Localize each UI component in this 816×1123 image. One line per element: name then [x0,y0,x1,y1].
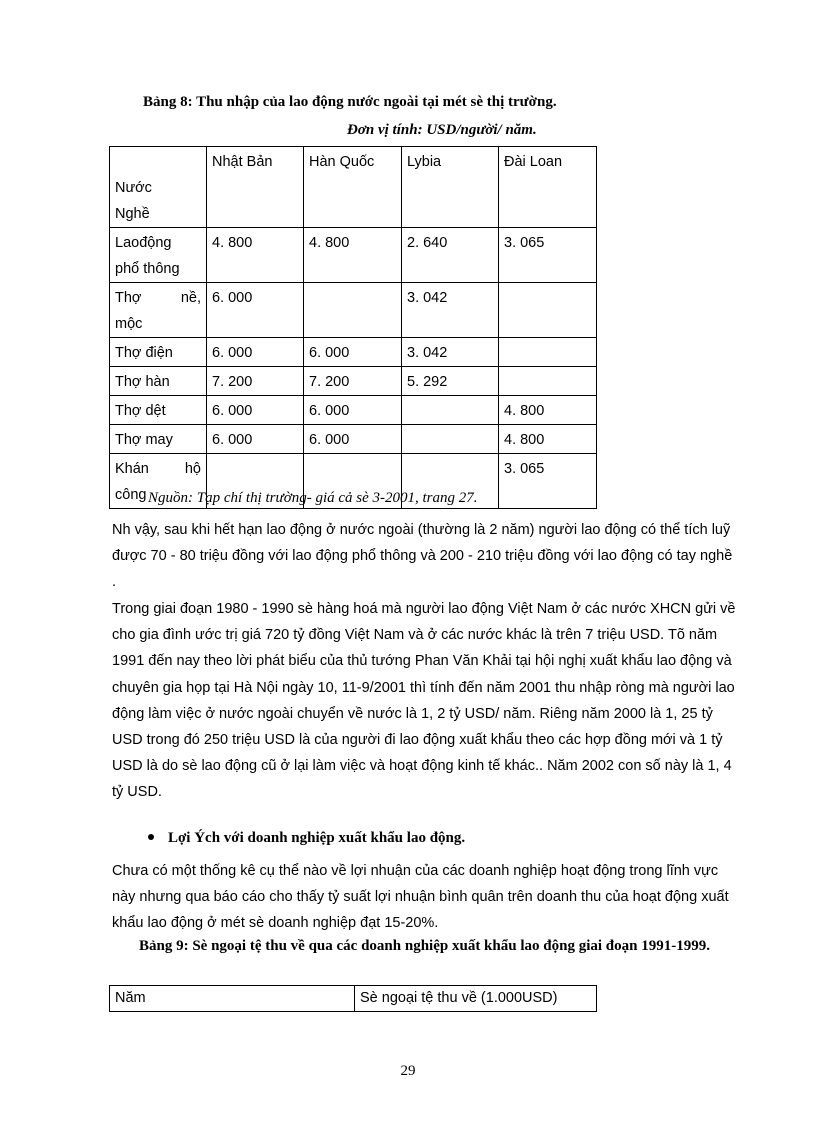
column-header-amount: Sè ngoại tệ thu về (1.000USD) [355,986,597,1012]
value-cell: 4. 800 [304,228,402,283]
value-cell: 6. 000 [304,338,402,367]
value-cell: 6. 000 [207,396,304,425]
occupation-line: Laođộng [115,235,172,251]
value-cell [499,283,597,338]
value-cell: 6. 000 [207,425,304,454]
value-cell: 6. 000 [304,425,402,454]
occupation-line: phổ thông [115,261,180,277]
table-header-row [110,147,597,228]
occupation-word: nề, [180,290,201,306]
value-cell: 3. 042 [402,338,499,367]
table8-unit: Đơn vị tính: USD/người/ năm. [347,122,537,138]
paragraph-text: Trong giai đoạn 1980 - 1990 sè hàng hoá mà người lao động Việt Nam ở các nước XHCN gửi về cho gia đình ước trị giá 720 tỷ đồng Việt Nam và ở các nước khác là trên 7 triệu USD. Tõ năm 1991 đến nay theo lời phát biểu của thủ tướng Phan Văn Khải tại hội nghị xuất khẩu lao động và chuyên gia họp tại Hà Nội ngày 10, 11-9/2001 thì tính đến năm 2001 thu nhập ròng mà người lao động làm việc ở nước ngoài chuyển về nước là 1, 2 tỷ USD/ năm. Riêng năm 2000 là 1, 25 tỷ USD trong đó 250 triệu USD là của người đi lao động xuất khẩu theo các hợp đồng mới và 1 tỷ USD là do sè lao động cũ ở lại làm việc và hoạt động kinh tế khác.. Năm 2002 con số này là 1, 4 tỷ USD. [112,601,736,801]
paragraph-savings [112,517,738,596]
occupation-line: công [115,487,147,503]
value-cell: 3. 065 [499,454,597,509]
value-cell [499,338,597,367]
occupation-word: Thợ [115,290,142,306]
occupation-line: mộc [115,316,143,332]
column-header: Hàn Quốc [304,147,402,228]
column-header: Lybia [402,147,499,228]
value-cell: 6. 000 [304,396,402,425]
value-cell [499,367,597,396]
value-cell: 2. 640 [402,228,499,283]
occupation-word: Khán [115,461,149,477]
table-row [110,228,597,283]
value-cell: 7. 200 [304,367,402,396]
income-table [109,146,597,509]
paragraph-profit [112,858,738,937]
bullet-heading-text: Lợi Ých với doanh nghiệp xuất khẩu lao động. [168,830,466,846]
value-cell [304,283,402,338]
corner-cell [110,147,207,228]
corner-occupation-label: Nghề [115,206,150,222]
occupation-cell: Thợ điện [110,338,207,367]
table8-title: Bảng 8: Thu nhập của lao động nước ngoài tại mét sè thị trường. [143,94,557,110]
value-cell [402,396,499,425]
value-cell: 3. 065 [499,228,597,283]
table-row [110,367,597,396]
value-cell: 3. 042 [402,283,499,338]
value-cell: 4. 800 [207,228,304,283]
table-row [110,396,597,425]
bullet-heading [148,830,465,847]
value-cell [402,425,499,454]
table-row [110,283,597,338]
column-header: Đài Loan [499,147,597,228]
foreign-currency-table [109,985,597,1012]
value-cell: 4. 800 [499,396,597,425]
table-header-row [110,986,597,1012]
table8-source: Nguồn: Tạp chí thị trường- giá cả sè 3-2001, trang 27. [148,490,478,506]
paragraph-text: Chưa có một thống kê cụ thể nào về lợi nhuận của các doanh nghiệp hoạt động trong lĩnh vực này nhưng qua báo cáo cho thấy tỷ suất lợi nhuận bình quân trên doanh thu của hoạt động xuất khẩu lao động ở mét sè doanh nghiệp đạt 15-20%. [112,863,729,932]
page-number: 29 [400,1063,416,1079]
paragraph-remittance [112,596,738,806]
bullet-icon [148,834,154,840]
occupation-cell: Thợ dệt [110,396,207,425]
value-cell: 6. 000 [207,283,304,338]
occupation-cell [110,228,207,283]
value-cell: 4. 800 [499,425,597,454]
paragraph-text: Nh vậy, sau khi hết hạn lao động ở nước ngoài (thường là 2 năm) người lao động có thể tích luỹ được 70 - 80 triệu đồng với lao động phổ thông và 200 - 210 triệu đồng với lao động có tay nghề . [112,522,733,591]
corner-country-label: Nước [115,180,152,196]
occupation-cell: Thợ may [110,425,207,454]
table-row [110,425,597,454]
occupation-cell [110,283,207,338]
column-header: Nhật Bản [207,147,304,228]
column-header-year: Năm [110,986,355,1012]
value-cell: 5. 292 [402,367,499,396]
value-cell: 6. 000 [207,338,304,367]
table-row [110,338,597,367]
value-cell: 7. 200 [207,367,304,396]
occupation-cell: Thợ hàn [110,367,207,396]
occupation-word: hộ [184,461,201,477]
table9-title: Bảng 9: Sè ngoại tệ thu về qua các doanh nghiệp xuất khẩu lao động giai đoạn 1991-1999. [139,938,710,954]
